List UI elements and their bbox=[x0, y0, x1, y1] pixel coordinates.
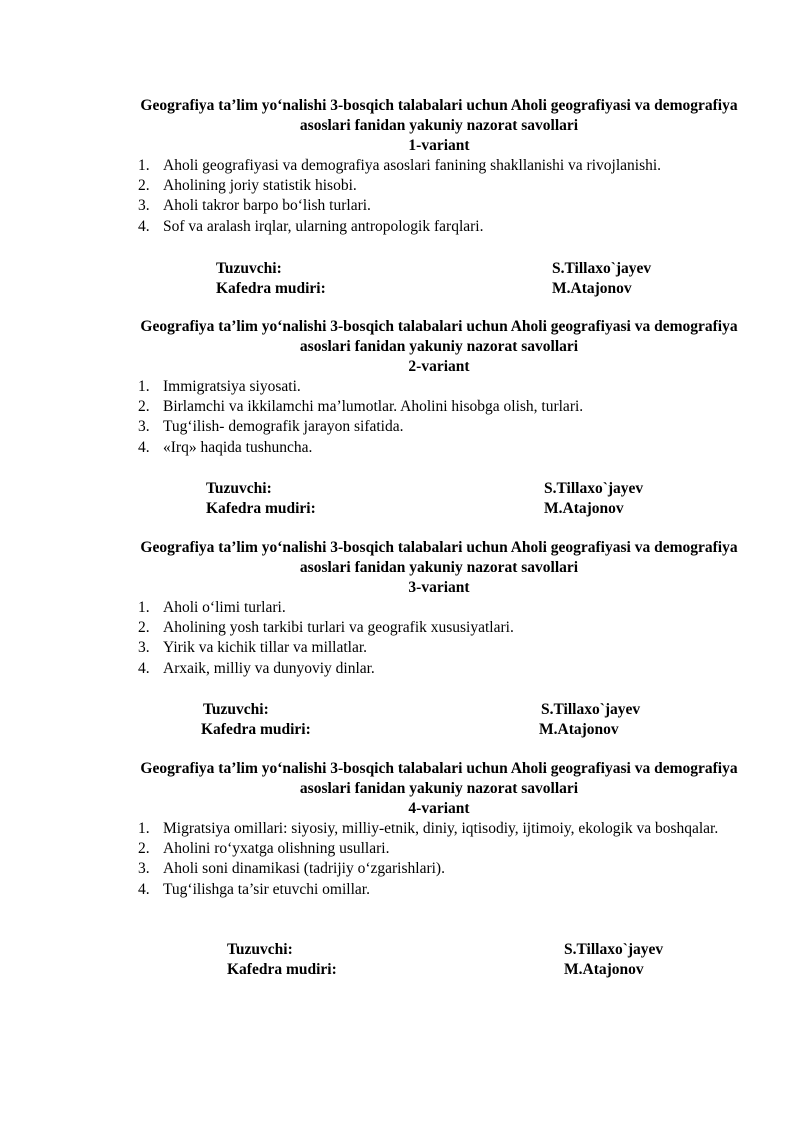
signature-role: Tuzuvchi: bbox=[227, 941, 293, 958]
signature-block bbox=[227, 940, 663, 980]
signature-role: Kafedra mudiri: bbox=[206, 500, 316, 517]
list-item: 2. Birlamchi va ikkilamchi ma’lumotlar. Aholini hisobga olish, turlari. bbox=[138, 398, 584, 416]
signature-role: Tuzuvchi: bbox=[203, 701, 269, 718]
question-list bbox=[136, 377, 742, 458]
signature-role: Tuzuvchi: bbox=[216, 260, 282, 277]
variant-label: 2-variant bbox=[408, 358, 470, 375]
signature-block bbox=[206, 479, 643, 519]
signature-role: Kafedra mudiri: bbox=[201, 721, 311, 738]
signature-block bbox=[203, 700, 640, 740]
list-item: 2. Aholini ro‘yxatga olishning usullari. bbox=[138, 840, 390, 858]
list-item: 4. Sof va aralash irqlar, ularning antropologik farqlari. bbox=[138, 217, 484, 235]
signature-role: Kafedra mudiri: bbox=[216, 280, 326, 297]
signature-name: S.Tillaxo`jayev bbox=[541, 701, 641, 718]
list-item: 1. Migratsiya omillari: siyosiy, milliy-etnik, diniy, iqtisodiy, ijtimoiy, ekologik va boshqalar. bbox=[138, 820, 719, 837]
list-item: 1. Aholi o‘limi turlari. bbox=[138, 599, 286, 616]
list-item: 4. Arxaik, milliy va dunyoviy dinlar. bbox=[138, 659, 375, 677]
signature-name: S.Tillaxo`jayev bbox=[552, 260, 652, 277]
variant-label: 1-variant bbox=[408, 137, 470, 154]
list-item: 2. Aholining joriy statistik hisobi. bbox=[138, 177, 357, 195]
variant-label: 3-variant bbox=[408, 579, 470, 596]
signature-name: M.Atajonov bbox=[539, 721, 619, 738]
list-item: 3. Aholi soni dinamikasi (tadrijiy o‘zgarishlari). bbox=[138, 860, 445, 878]
variant-label: 4-variant bbox=[408, 800, 470, 817]
list-item: 3. Tug‘ilish- demografik jarayon sifatida. bbox=[138, 418, 404, 436]
section-title: Geografiya ta’lim yo‘nalishi 3-bosqich talabalari uchun Aholi geografiyasi va demografiya asoslari fanidan yakuniy nazorat savollari bbox=[140, 539, 738, 576]
signature-name: S.Tillaxo`jayev bbox=[544, 480, 644, 497]
exam-section-2 bbox=[136, 317, 742, 458]
list-item: 1. Immigratsiya siyosati. bbox=[138, 378, 301, 395]
signature-role: Kafedra mudiri: bbox=[227, 961, 337, 978]
list-item: 2. Aholining yosh tarkibi turlari va geografik xususiyatlari. bbox=[138, 619, 514, 637]
signature-name: S.Tillaxo`jayev bbox=[564, 941, 664, 958]
signature-name: M.Atajonov bbox=[564, 961, 644, 978]
section-title: Geografiya ta’lim yo‘nalishi 3-bosqich talabalari uchun Aholi geografiyasi va demografiya asoslari fanidan yakuniy nazorat savollari bbox=[140, 318, 738, 355]
section-title: Geografiya ta’lim yo‘nalishi 3-bosqich talabalari uchun Aholi geografiyasi va demografiya asoslari fanidan yakuniy nazorat savollari bbox=[140, 760, 738, 797]
signature-role: Tuzuvchi: bbox=[206, 480, 272, 497]
question-list bbox=[136, 156, 742, 237]
signature-block bbox=[216, 259, 651, 299]
exam-section-3 bbox=[136, 538, 742, 679]
exam-section-4 bbox=[136, 759, 742, 900]
signature-name: M.Atajonov bbox=[544, 500, 624, 517]
section-title: Geografiya ta’lim yo‘nalishi 3-bosqich talabalari uchun Aholi geografiyasi va demografiya asoslari fanidan yakuniy nazorat savollari bbox=[140, 97, 738, 134]
exam-section-1 bbox=[136, 96, 742, 237]
list-item: 3. Yirik va kichik tillar va millatlar. bbox=[138, 639, 368, 657]
list-item: 4. Tug‘ilishga ta’sir etuvchi omillar. bbox=[138, 880, 370, 898]
question-list bbox=[136, 598, 742, 679]
list-item: 1. Aholi geografiyasi va demografiya asoslari fanining shakllanishi va rivojlanishi. bbox=[138, 157, 662, 174]
list-item: 4. «Irq» haqida tushuncha. bbox=[138, 438, 313, 456]
question-list bbox=[136, 819, 742, 900]
signature-name: M.Atajonov bbox=[552, 280, 632, 297]
list-item: 3. Aholi takror barpo bo‘lish turlari. bbox=[138, 197, 371, 215]
